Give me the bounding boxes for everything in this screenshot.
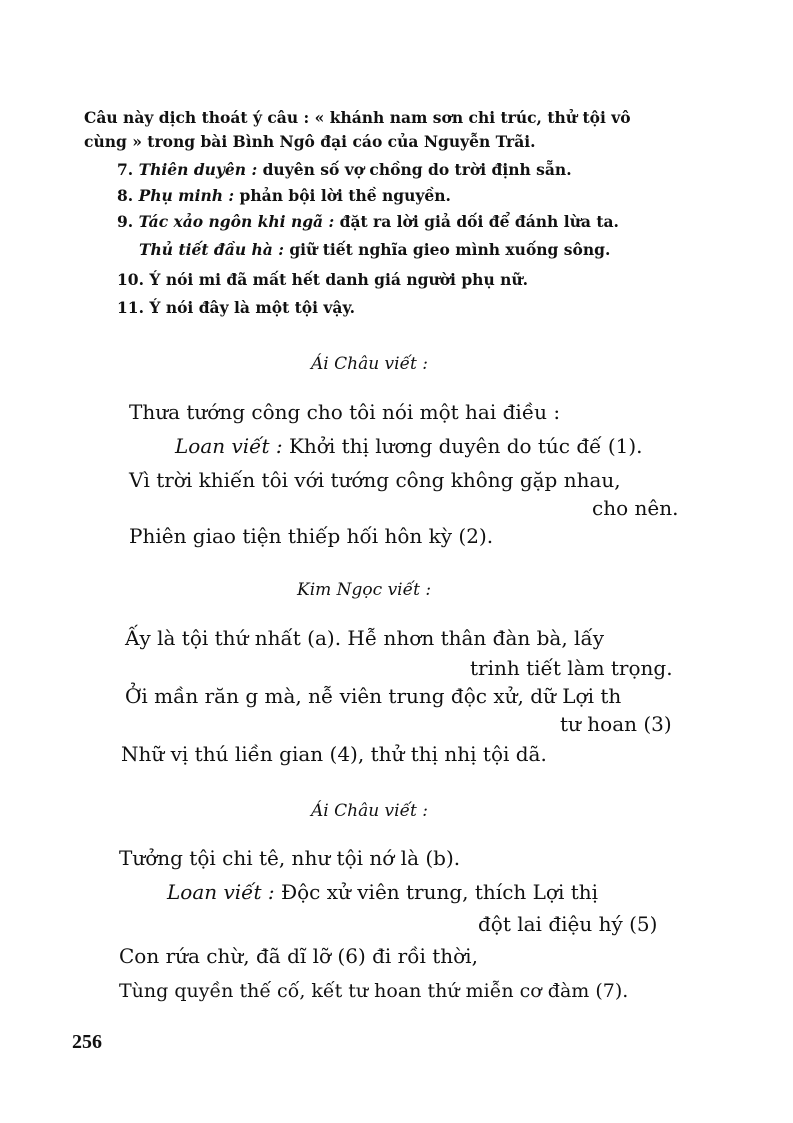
footnote-9-continued [139, 240, 610, 260]
footnote-9 [117, 212, 619, 232]
speaker-heading: Ái Châu viết : [311, 801, 429, 821]
footnote-text: duyên số vợ chồng do trời định sẵn. [262, 160, 572, 179]
footnote-number: 7. [117, 160, 134, 179]
verse-line: Tưởng tội chi tê, như tội nớ là (b). [119, 846, 461, 870]
footnote-term: Tác xảo ngôn khi ngã : [138, 212, 335, 231]
speaker-label: Loan viết : [167, 880, 275, 904]
page-number: 256 [72, 1031, 102, 1053]
footnote-text: đặt ra lời giả dối để đánh lừa ta. [339, 212, 619, 231]
footnote-term: Phụ minh : [138, 186, 235, 205]
footnote-number: 8. [117, 186, 134, 205]
footnote-6-line-1: Câu này dịch thoát ý câu : « khánh nam sơn chi trúc, thử tội vô [84, 108, 631, 127]
verse-line: Ởi mần răn g mà, nễ viên trung độc xử, dữ Lợi th [125, 684, 622, 708]
verse-line-continued: đột lai điệu hý (5) [478, 912, 658, 936]
footnote-text: giữ tiết nghĩa gieo mình xuống sông. [289, 240, 611, 259]
verse-line [167, 880, 598, 904]
verse-line: Thưa tướng công cho tôi nói một hai điều : [129, 400, 561, 424]
speaker-heading: Kim Ngọc viết : [297, 580, 432, 600]
speaker-label: Loan viết : [175, 434, 283, 458]
footnote-term: Thủ tiết đầu hà : [139, 240, 284, 259]
footnote-6-line-2: cùng » trong bài Bình Ngô đại cáo của Nguyễn Trãi. [84, 132, 536, 151]
speaker-heading: Ái Châu viết : [311, 354, 429, 374]
verse-text: Độc xử viên trung, thích Lợi thị [280, 880, 599, 904]
footnote-7 [117, 160, 572, 180]
footnote-8 [117, 186, 451, 206]
footnote-10: 10. Ý nói mi đã mất hết danh giá người phụ nữ. [117, 270, 529, 289]
verse-text: Khởi thị lương duyên do túc đế (1). [288, 434, 643, 458]
verse-line-continued: trinh tiết làm trọng. [470, 656, 673, 680]
verse-line: Tùng quyền thế cố, kết tư hoan thứ miễn cơ đàm (7). [119, 980, 629, 1002]
footnote-number: 9. [117, 212, 134, 231]
verse-line: Vì trời khiến tôi với tướng công không gặp nhau, [129, 468, 621, 492]
verse-line: Con rứa chừ, đã dĩ lỡ (6) đi rồi thời, [119, 944, 478, 968]
footnote-term: Thiên duyên : [138, 160, 258, 179]
verse-line [175, 434, 643, 458]
footnote-text: phản bội lời thề nguyền. [239, 186, 451, 205]
footnote-11: 11. Ý nói đây là một tội vậy. [117, 298, 356, 317]
verse-line-continued: cho nên. [592, 496, 679, 520]
verse-line: Nhữ vị thú liền gian (4), thử thị nhị tội dã. [121, 742, 547, 766]
verse-line-continued: tư hoan (3) [560, 712, 672, 736]
verse-line: Ấy là tội thứ nhất (a). Hễ nhơn thân đàn bà, lấy [125, 626, 605, 650]
verse-line: Phiên giao tiện thiếp hối hôn kỳ (2). [129, 524, 494, 548]
